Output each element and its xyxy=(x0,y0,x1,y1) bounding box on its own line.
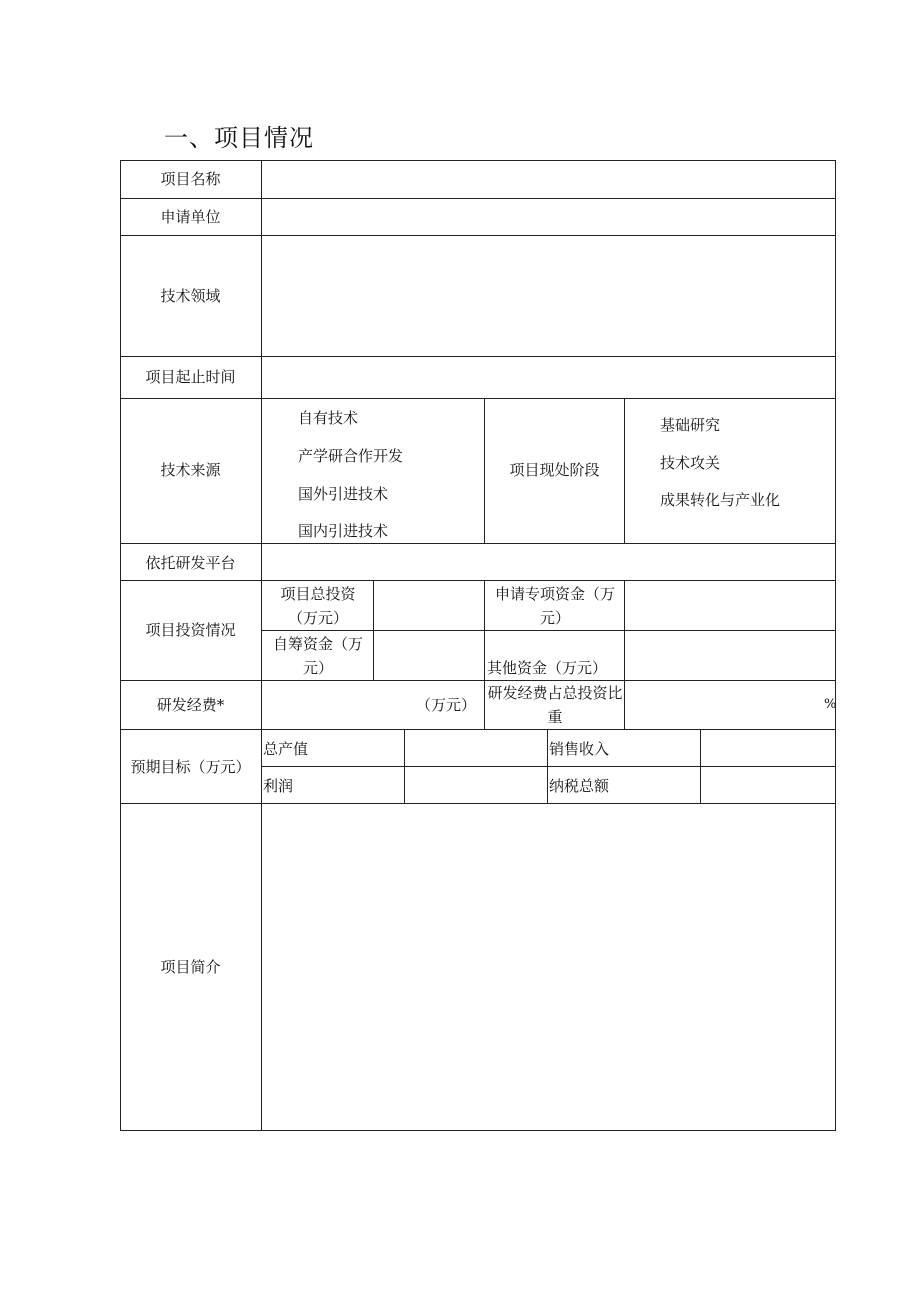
stage-option[interactable]: 基础研究 xyxy=(660,416,721,434)
column-divider xyxy=(624,398,625,543)
row-divider xyxy=(120,198,836,199)
stage-option[interactable]: 技术攻关 xyxy=(660,454,721,472)
column-divider xyxy=(484,580,485,729)
row-divider xyxy=(120,356,836,357)
rd-unit: （万元） xyxy=(416,696,477,714)
project-form xyxy=(120,160,836,1131)
output-value-label: 总产值 xyxy=(263,740,309,758)
tech-source-option[interactable]: 自有技术 xyxy=(298,409,359,427)
column-divider xyxy=(547,729,548,803)
rd-label: 研发经费* xyxy=(156,696,225,714)
other-fund-field[interactable] xyxy=(625,631,835,680)
stage-label: 项目现处阶段 xyxy=(509,461,600,479)
tech-field-label: 技术领域 xyxy=(160,287,221,305)
tech-source-option[interactable]: 国外引进技术 xyxy=(298,485,389,503)
investment-label: 项目投资情况 xyxy=(145,621,236,639)
self-fund-label: 自筹资金（万元） xyxy=(272,635,363,677)
page-title: 一、项目情况 xyxy=(164,124,314,152)
sales-revenue-field[interactable] xyxy=(701,730,835,766)
row-divider xyxy=(120,543,836,544)
sales-revenue-label: 销售收入 xyxy=(549,740,610,758)
label-column-divider xyxy=(261,160,262,1131)
percent-sign: % xyxy=(824,697,837,712)
stage-option[interactable]: 成果转化与产业化 xyxy=(660,491,781,509)
profit-label: 利润 xyxy=(263,777,294,795)
applicant-label: 申请单位 xyxy=(160,208,221,226)
summary-label: 项目简介 xyxy=(160,958,221,976)
total-investment-label: 项目总投资（万元） xyxy=(280,585,356,627)
table-border-right xyxy=(835,160,836,1131)
row-divider xyxy=(120,398,836,399)
rd-ratio-field[interactable] xyxy=(625,681,825,729)
summary-field[interactable] xyxy=(270,810,830,1120)
table-border-top xyxy=(120,160,836,161)
table-border-bottom xyxy=(120,1130,836,1131)
rd-ratio-label: 研发经费占总投资比重 xyxy=(487,684,623,726)
tech-source-option[interactable]: 国内引进技术 xyxy=(298,522,389,540)
output-value-field[interactable] xyxy=(405,730,547,766)
project-name-label: 项目名称 xyxy=(160,170,221,188)
profit-field[interactable] xyxy=(405,767,547,803)
row-divider xyxy=(120,803,836,804)
period-label: 项目起止时间 xyxy=(145,368,236,386)
special-fund-label: 申请专项资金（万元） xyxy=(494,585,615,627)
special-fund-field[interactable] xyxy=(625,581,835,630)
self-fund-field[interactable] xyxy=(374,631,484,680)
tax-total-label: 纳税总额 xyxy=(549,777,610,795)
platform-label: 依托研发平台 xyxy=(145,554,236,572)
other-fund-label: 其他资金（万元） xyxy=(487,659,608,677)
tech-source-option[interactable]: 产学研合作开发 xyxy=(298,447,404,465)
total-investment-field[interactable] xyxy=(374,581,484,630)
target-label: 预期目标（万元） xyxy=(130,758,251,776)
tax-total-field[interactable] xyxy=(701,767,835,803)
row-divider xyxy=(120,235,836,236)
tech-source-label: 技术来源 xyxy=(160,461,221,479)
